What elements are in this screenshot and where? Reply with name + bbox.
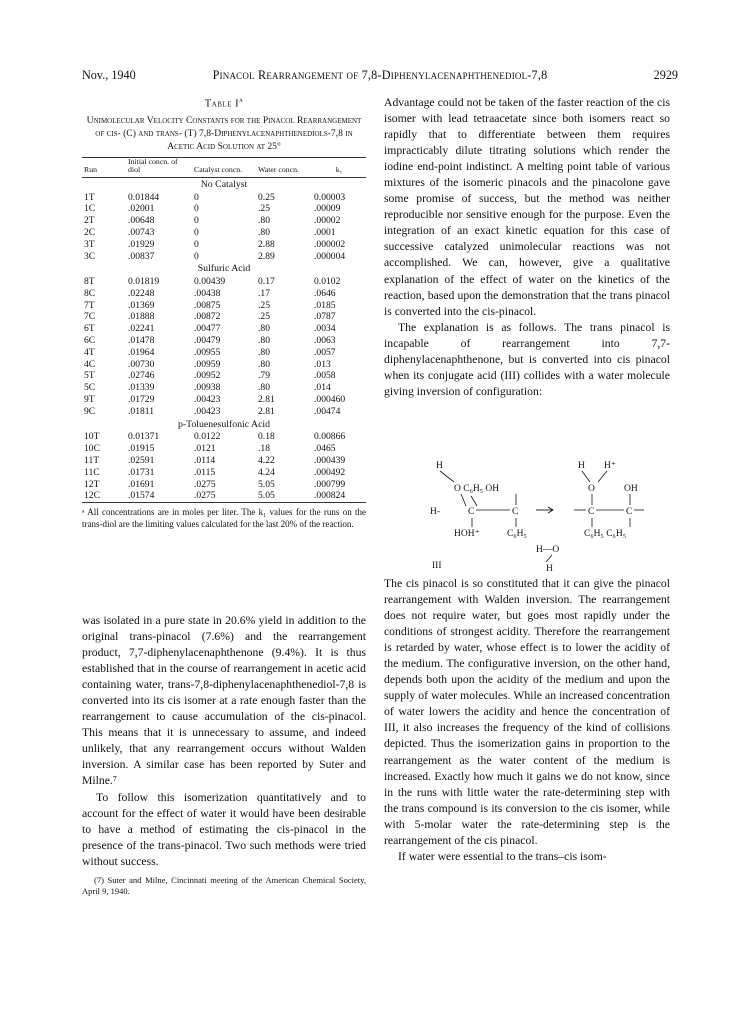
left-body-text bbox=[82, 613, 366, 905]
table-row bbox=[82, 276, 366, 288]
scheme-text: H bbox=[578, 461, 585, 471]
table-footnote: ᵃ All concentrations are in moles per liter. The k₁ values for the runs on the trans-diol are the limiting values calculated for the last 20% of the reaction. bbox=[82, 507, 366, 530]
scheme-text: O C₆H₅ OH bbox=[454, 484, 500, 494]
cell-k1: .0465 bbox=[314, 443, 336, 455]
cell-run: 3T bbox=[84, 238, 95, 250]
group-label: p-Toluenesulfonic Acid bbox=[177, 418, 271, 430]
cell-diol-concn: 0.01371 bbox=[128, 431, 160, 443]
cell-diol-concn: .02001 bbox=[128, 203, 155, 215]
cell-catalyst-concn: .00872 bbox=[194, 311, 221, 323]
cell-run: 8T bbox=[84, 276, 95, 288]
cell-k1: .0063 bbox=[314, 335, 336, 347]
cell-k1: .0034 bbox=[314, 323, 336, 335]
table-title: Table $I^a$ bbox=[204, 96, 244, 110]
table-row bbox=[82, 490, 366, 502]
cell-diol-concn: .01888 bbox=[128, 311, 155, 323]
reaction-scheme bbox=[428, 458, 668, 574]
scheme-text: OH bbox=[624, 484, 638, 494]
cell-diol-concn: .02248 bbox=[128, 287, 155, 299]
cell-diol-concn: .01339 bbox=[128, 382, 155, 394]
cell-run: 5C bbox=[84, 382, 96, 394]
table-row bbox=[82, 323, 366, 335]
cell-water-concn: 4.22 bbox=[258, 455, 275, 467]
scheme-bond bbox=[471, 496, 477, 506]
cell-run: 6T bbox=[84, 323, 95, 335]
cell-water-concn: 2.81 bbox=[258, 405, 275, 417]
cell-diol-concn: 0.01844 bbox=[128, 191, 160, 203]
footnote-7: (7) Suter and Milne, Cincinnati meeting of the American Chemical Society, April 9, 1940. bbox=[82, 874, 366, 896]
cell-catalyst-concn: .00423 bbox=[194, 405, 221, 417]
cell-catalyst-concn: 0 bbox=[194, 226, 199, 238]
cell-water-concn: 0.25 bbox=[258, 191, 275, 203]
cell-diol-concn: .01369 bbox=[128, 299, 155, 311]
cell-run: 3C bbox=[84, 250, 96, 262]
table-row bbox=[82, 382, 366, 394]
table-row bbox=[82, 335, 366, 347]
cell-run: 1T bbox=[84, 191, 95, 203]
col-header-run: Run bbox=[82, 157, 126, 177]
cell-diol-concn: .00730 bbox=[128, 358, 155, 370]
cell-k1: .000004 bbox=[314, 250, 346, 262]
cell-catalyst-concn: .00955 bbox=[194, 346, 221, 358]
cell-k1: .00009 bbox=[314, 203, 341, 215]
scheme-text: O bbox=[588, 484, 595, 494]
cell-run: 12C bbox=[82, 490, 126, 502]
table-row bbox=[82, 347, 366, 359]
cell-water-concn: 5.05 bbox=[256, 490, 312, 502]
cell-diol-concn: .01729 bbox=[128, 394, 155, 406]
cell-diol-concn: .01929 bbox=[128, 238, 155, 250]
cell-run: 11T bbox=[84, 455, 100, 467]
cell-catalyst-concn: .00952 bbox=[194, 370, 221, 382]
cell-water-concn: .80 bbox=[258, 226, 270, 238]
cell-k1: 0.00003 bbox=[314, 191, 346, 203]
group-label: No Catalyst bbox=[200, 178, 248, 190]
cell-water-concn: 0.17 bbox=[258, 276, 275, 288]
page-number: 2929 bbox=[653, 68, 678, 82]
cell-water-concn: .80 bbox=[258, 346, 270, 358]
cell-run: 5T bbox=[84, 370, 95, 382]
issue-date: Nov., 1940 bbox=[82, 68, 136, 82]
cell-diol-concn: .00648 bbox=[128, 215, 155, 227]
table-row bbox=[82, 192, 366, 204]
scheme-text: C₆H₅ C₆H₅ bbox=[584, 529, 627, 539]
cell-diol-concn: .01915 bbox=[128, 443, 155, 455]
cell-run: 10C bbox=[84, 443, 100, 455]
cell-k1: .000460 bbox=[314, 394, 346, 406]
table-row bbox=[82, 288, 366, 300]
cell-catalyst-concn: .0275 bbox=[192, 490, 256, 502]
cell-catalyst-concn: .00423 bbox=[194, 394, 221, 406]
cell-water-concn: .80 bbox=[258, 358, 270, 370]
cell-catalyst-concn: .0114 bbox=[194, 455, 216, 467]
cell-catalyst-concn: .00875 bbox=[194, 299, 221, 311]
cell-catalyst-concn: .0121 bbox=[194, 443, 216, 455]
cell-diol-concn: .02746 bbox=[128, 370, 155, 382]
cell-run: 9T bbox=[84, 394, 95, 406]
cell-run: 10T bbox=[84, 431, 100, 443]
cell-k1: .000824 bbox=[312, 490, 366, 502]
paragraph: Advantage could not be taken of the faster reaction of the cis isomer with lead tetraacetate since both isomers react so rapidly that to differentiate between them requires impracticably dilute titrating solutions which render the iodine end-point indistinct. A melting point table of various mixtures of the isomeric pinacols and the pinacolone gave some promise of success, but the method was neither reproducible nor sensitive enough for the purpose. Even the integration of an exact kinetic equation for this case of successive catalyzed unimolecular reactions was not accomplished. We can, however, give a qualitative explanation of the effect of water on the kinetics of the reaction, based upon the demonstration that the trans pinacol is converted into the cis-pinacol. bbox=[384, 96, 670, 318]
cell-water-concn: .25 bbox=[258, 311, 270, 323]
table-row bbox=[82, 359, 366, 371]
cell-k1: .0787 bbox=[314, 311, 336, 323]
table-row bbox=[82, 311, 366, 323]
cell-run: 9C bbox=[84, 405, 96, 417]
cell-k1: .000492 bbox=[314, 466, 346, 478]
cell-k1: .014 bbox=[314, 382, 331, 394]
table-row bbox=[82, 443, 366, 455]
cell-k1: .013 bbox=[314, 358, 331, 370]
table-row bbox=[82, 215, 366, 227]
scheme-bond bbox=[582, 471, 590, 482]
scheme-text: H—O bbox=[536, 545, 560, 555]
scheme-text: H bbox=[436, 461, 443, 471]
cell-run: 12T bbox=[84, 478, 100, 490]
cell-water-concn: .80 bbox=[258, 215, 270, 227]
table-row bbox=[82, 479, 366, 491]
table-row bbox=[82, 467, 366, 479]
table-row bbox=[82, 431, 366, 443]
cell-run: 8C bbox=[84, 287, 96, 299]
cell-diol-concn: .01964 bbox=[128, 346, 155, 358]
cell-catalyst-concn: .00477 bbox=[194, 323, 221, 335]
cell-water-concn: .17 bbox=[258, 287, 270, 299]
cell-run: 7C bbox=[84, 311, 96, 323]
cell-water-concn: .25 bbox=[258, 203, 270, 215]
right-column-bottom bbox=[384, 576, 670, 865]
scheme-text: C bbox=[588, 507, 595, 517]
cell-catalyst-concn: 0 bbox=[194, 215, 199, 227]
cell-k1: .000439 bbox=[314, 455, 346, 467]
table-group-header bbox=[82, 177, 366, 191]
scheme-bond bbox=[546, 555, 552, 562]
cell-k1: .0057 bbox=[314, 346, 336, 358]
scheme-label-iii: III bbox=[432, 561, 442, 571]
cell-run: 2C bbox=[84, 226, 96, 238]
cell-water-concn: 2.88 bbox=[258, 238, 275, 250]
cell-catalyst-concn: .00479 bbox=[194, 335, 221, 347]
cell-catalyst-concn: .00438 bbox=[194, 287, 221, 299]
table-row bbox=[82, 455, 366, 467]
table-row bbox=[82, 406, 366, 418]
cell-diol-concn: .01811 bbox=[128, 405, 155, 417]
group-label: Sulfuric Acid bbox=[197, 263, 251, 275]
paragraph: To follow this isomerization quantitatively and to account for the effect of water it would have been desirable to have a method of estimating the cis-pinacol in the presence of the trans-pinacol. Two such methods were tried without success. bbox=[82, 790, 366, 868]
table-row bbox=[82, 300, 366, 312]
table-row bbox=[82, 370, 366, 382]
scheme-text: C bbox=[626, 507, 633, 517]
scheme-bond bbox=[461, 494, 466, 506]
cell-water-concn: .18 bbox=[258, 443, 270, 455]
scheme-text: C bbox=[468, 507, 475, 517]
cell-run: 4C bbox=[84, 358, 96, 370]
cell-run: 6C bbox=[84, 335, 96, 347]
table-row bbox=[82, 239, 366, 251]
col-header-k1: k₁ bbox=[312, 157, 366, 177]
cell-catalyst-concn: .00938 bbox=[194, 382, 221, 394]
running-header bbox=[82, 65, 678, 85]
cell-water-concn: .79 bbox=[258, 370, 270, 382]
scheme-text: C bbox=[512, 507, 519, 517]
cell-catalyst-concn: 0.0122 bbox=[194, 431, 221, 443]
table-row bbox=[82, 227, 366, 239]
scheme-text: H- bbox=[430, 507, 441, 517]
cell-catalyst-concn: 0 bbox=[194, 203, 199, 215]
left-column bbox=[82, 96, 366, 530]
cell-k1: .000002 bbox=[314, 238, 346, 250]
cell-water-concn: .80 bbox=[258, 335, 270, 347]
cell-run: 11C bbox=[84, 466, 100, 478]
table-caption: Unimolecular Velocity Constants for the Pinacol Rearrangement of cis- (C) and trans- (T) 7,8-Diphenylacenaphthenediols-7,8 in Acetic Acid Solution at 25° bbox=[86, 114, 362, 153]
cell-diol-concn: .01691 bbox=[128, 478, 155, 490]
cell-k1: 0.0102 bbox=[314, 276, 341, 288]
paragraph: was isolated in a pure state in 20.6% yield in addition to the original trans-pinacol (7.6%) and the rearrangement product, 7,7-diphenylacenaphthenone (9.4%). It is thus established that in the course of rearrangement in acetic acid containing water, trans-7,8-diphenylacenaphthenediol-7,8 is converted into its cis isomer at a rate enough faster than the rearrangement to cause accumulation of the cis-pinacol. This means that it is unnecessary to assume, and indeed unlikely, that any rearrangement occurs without Walden inversion. A similar case has been reported by Suter and Milne.⁷ bbox=[82, 614, 366, 788]
cell-catalyst-concn: 0 bbox=[194, 250, 199, 262]
right-column-top bbox=[384, 95, 670, 400]
running-title: Pinacol Rearrangement of 7,8-Diphenylacenaphthenediol-7,8 bbox=[212, 68, 548, 82]
cell-catalyst-concn: 0 bbox=[194, 238, 199, 250]
cell-diol-concn: .00743 bbox=[128, 226, 155, 238]
cell-water-concn: 2.89 bbox=[258, 250, 275, 262]
col-header-diol: Initial concn. of diol bbox=[126, 157, 192, 177]
cell-water-concn: .80 bbox=[258, 323, 270, 335]
scheme-text: HOH⁺ bbox=[454, 529, 480, 539]
cell-water-concn: .80 bbox=[258, 382, 270, 394]
rate-constants-table bbox=[82, 157, 366, 504]
cell-diol-concn: .00837 bbox=[128, 250, 155, 262]
scheme-text: H bbox=[546, 564, 553, 574]
cell-k1: .00002 bbox=[314, 215, 341, 227]
cell-water-concn: 4.24 bbox=[258, 466, 275, 478]
scheme-text: C₆H₅ bbox=[507, 529, 527, 539]
paragraph: The cis pinacol is so constituted that it can give the pinacol rearrangement with Walden inversion. The rearrangement does not require water, but goes most rapidly under the conditions of strongest acidity. Therefore the rearrangement is retarded by water, whose effect is to lower the acidity of the medium. The configurative inversion, on the other hand, depends both upon the acidity of the medium and upon the supply of water molecules. While an increased concentration of water lowers the acidity and hence the concentration of III, it also increases the frequency of the kind of collisions depicted. Thus the isomerization gains in proportion to the rearrangement as the water content of the medium is increased. Exactly how much it gains we do not know, since in the runs with little water the rate-determining step with the trans compound is its conversion to the cis isomer, while with 5-molar water the rate-determining step is the rearrangement of the cis pinacol. bbox=[384, 577, 670, 847]
scheme-bond bbox=[440, 471, 454, 482]
cell-water-concn: 2.81 bbox=[258, 394, 275, 406]
table-group-header bbox=[82, 262, 366, 276]
table-row bbox=[82, 203, 366, 215]
paragraph: If water were essential to the trans–cis isom- bbox=[398, 849, 607, 863]
cell-catalyst-concn: .00959 bbox=[194, 358, 221, 370]
cell-water-concn: 5.05 bbox=[258, 478, 275, 490]
cell-diol-concn: .02591 bbox=[128, 455, 155, 467]
cell-diol-concn: .01731 bbox=[128, 466, 155, 478]
scheme-text: H⁺ bbox=[604, 461, 616, 471]
paragraph: The explanation is as follows. The trans pinacol is incapable of rearrangement into 7,7-diphenylacenaphthenone, but is converted into cis pinacol when its conjugate acid (III) collides with a water molecule giving inversion of configuration: bbox=[384, 320, 670, 398]
cell-k1: .0185 bbox=[314, 299, 336, 311]
col-header-water: Water concn. bbox=[256, 157, 312, 177]
cell-diol-concn: .01574 bbox=[126, 490, 192, 502]
cell-catalyst-concn: 0.00439 bbox=[194, 276, 226, 288]
cell-diol-concn: 0.01819 bbox=[128, 276, 160, 288]
cell-k1: .0001 bbox=[314, 226, 336, 238]
cell-run: 1C bbox=[84, 203, 96, 215]
cell-run: 2T bbox=[84, 215, 95, 227]
cell-k1: .0058 bbox=[314, 370, 336, 382]
table-row bbox=[82, 251, 366, 263]
cell-water-concn: 0.18 bbox=[258, 431, 275, 443]
table-row bbox=[82, 394, 366, 406]
table-group-header bbox=[82, 418, 366, 432]
cell-diol-concn: .01478 bbox=[128, 335, 155, 347]
cell-k1: 0.00866 bbox=[314, 431, 346, 443]
cell-run: 7T bbox=[84, 299, 95, 311]
cell-catalyst-concn: .0115 bbox=[194, 466, 216, 478]
cell-catalyst-concn: 0 bbox=[194, 191, 199, 203]
cell-k1: .000799 bbox=[314, 478, 346, 490]
cell-water-concn: .25 bbox=[258, 299, 270, 311]
cell-k1: .0646 bbox=[314, 287, 336, 299]
cell-diol-concn: .02241 bbox=[128, 323, 155, 335]
cell-k1: .00474 bbox=[314, 405, 341, 417]
col-header-catalyst: Catalyst concn. bbox=[192, 157, 256, 177]
cell-catalyst-concn: .0275 bbox=[194, 478, 216, 490]
scheme-bond bbox=[598, 471, 607, 482]
cell-run: 4T bbox=[84, 346, 95, 358]
